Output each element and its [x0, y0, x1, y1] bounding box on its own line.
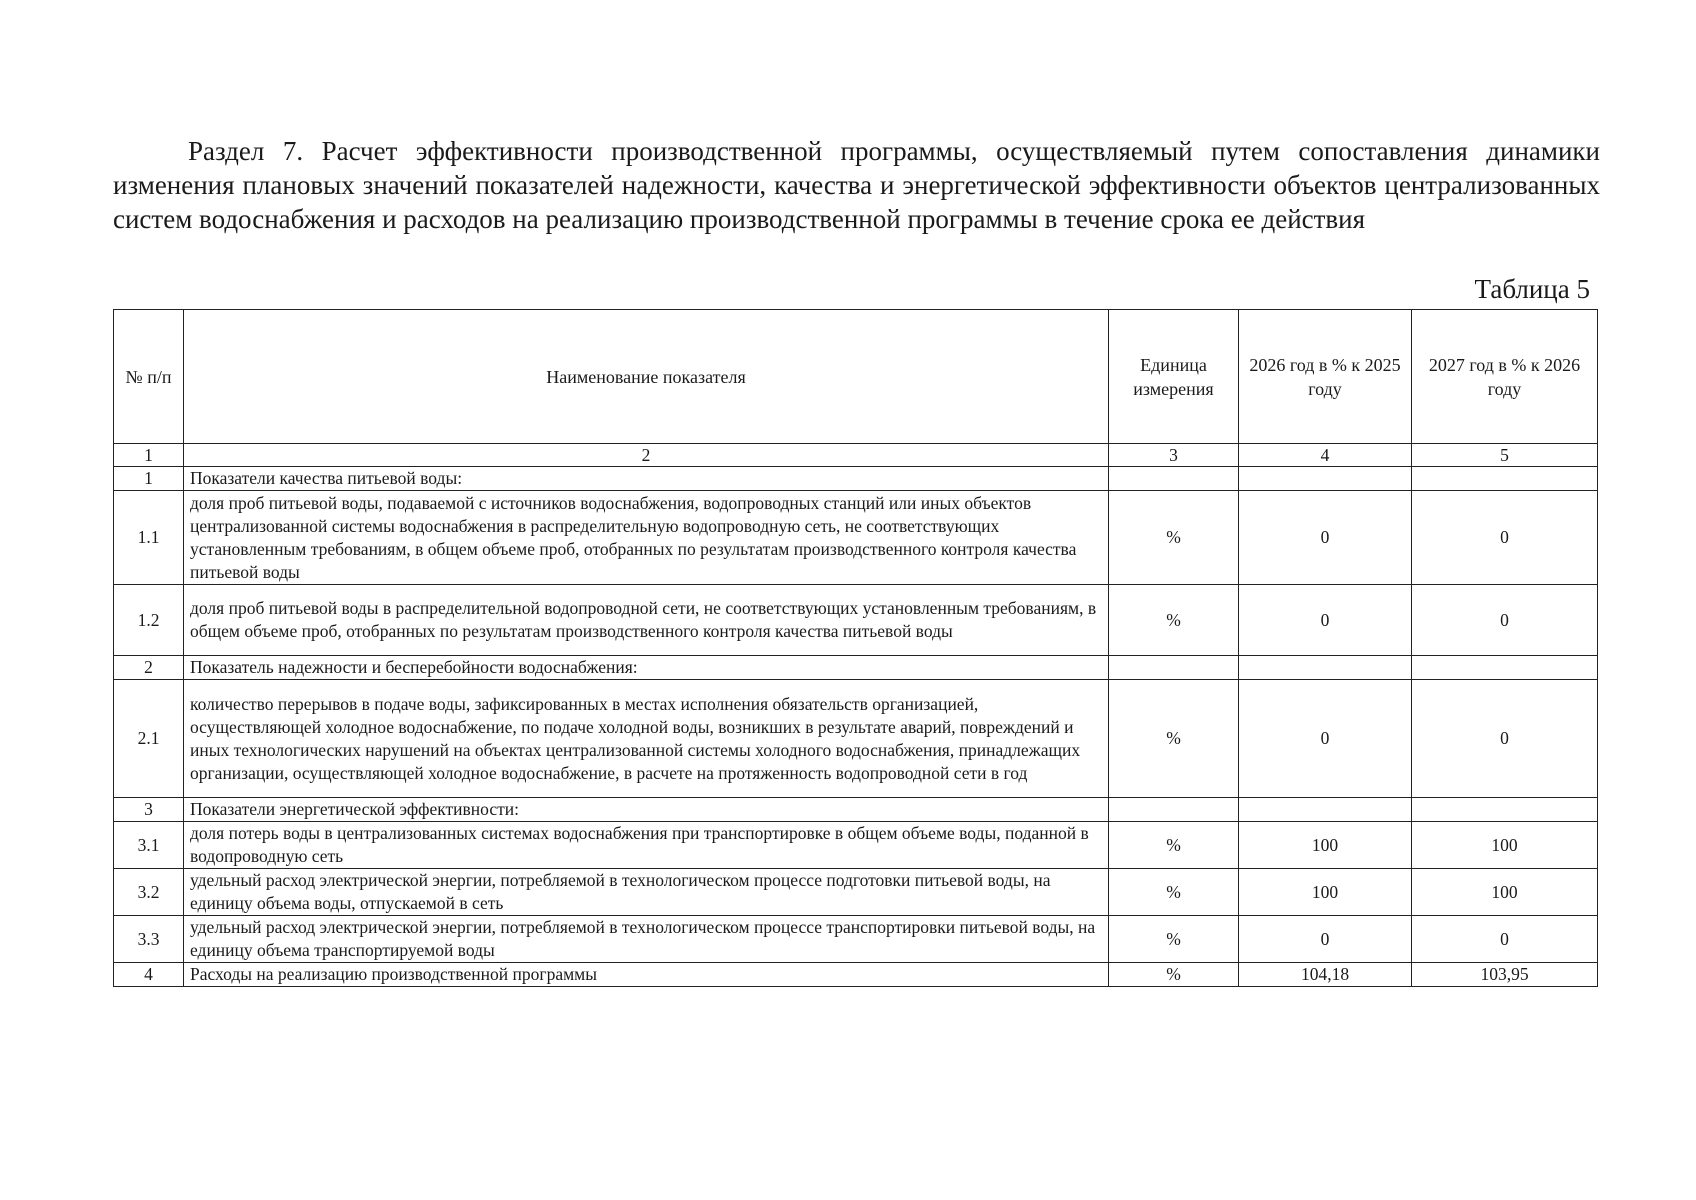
row-value-2026: 0 — [1239, 680, 1412, 798]
table-row — [114, 585, 1598, 656]
table-row — [114, 491, 1598, 585]
row-indicator-name: Расходы на реализацию производственной программы — [184, 963, 1109, 987]
row-value-2027: 0 — [1412, 585, 1598, 656]
row-number: 3.3 — [114, 916, 184, 963]
header-num: № п/п — [114, 310, 184, 444]
row-indicator-name: Показатели качества питьевой воды: — [184, 467, 1109, 491]
row-value-2026: 0 — [1239, 916, 1412, 963]
row-indicator-name: удельный расход электрической энергии, потребляемой в технологическом процессе подготовки питьевой воды, на единицу объема воды, отпускаемой в сеть — [184, 869, 1109, 916]
header-2027: 2027 год в % к 2026 году — [1412, 310, 1598, 444]
row-number: 1 — [114, 467, 184, 491]
section-heading: Раздел 7. Расчет эффективности производственной программы, осуществляемый путем сопоставления динамики изменения плановых значений показателей надежности, качества и энергетической эффективности объектов централизованных систем водоснабжения и расходов на реализацию производственной программы в течение срока ее действия — [113, 136, 1600, 234]
row-unit: % — [1109, 680, 1239, 798]
table-row — [114, 822, 1598, 869]
header-row — [114, 310, 1598, 444]
row-indicator-name: доля проб питьевой воды, подаваемой с источников водоснабжения, водопроводных станций или иных объектов централизованной системы водоснабжения в распределительную водопроводную сеть, не соответствующих установленным требованиям, в общем объеме проб, отобранных по результатам производственного контроля качества питьевой воды — [184, 491, 1109, 585]
row-unit: % — [1109, 585, 1239, 656]
row-value-2027: 100 — [1412, 869, 1598, 916]
table-row — [114, 963, 1598, 987]
row-value-2026: 104,18 — [1239, 963, 1412, 987]
table-row — [114, 916, 1598, 963]
table-row — [114, 680, 1598, 798]
row-indicator-name: доля потерь воды в централизованных системах водоснабжения при транспортировке в общем объеме воды, поданной в водопроводную сеть — [184, 822, 1109, 869]
row-indicator-name: удельный расход электрической энергии, потребляемой в технологическом процессе транспортировки питьевой воды, на единицу объема транспортируемой воды — [184, 916, 1109, 963]
row-number: 3 — [114, 798, 184, 822]
row-value-2026: 0 — [1239, 585, 1412, 656]
row-unit — [1109, 798, 1239, 822]
table-caption: Таблица 5 — [1474, 274, 1590, 304]
row-indicator-name: доля проб питьевой воды в распределительной водопроводной сети, не соответствующих установленным требованиям, в общем объеме проб, отобранных по результатам производственного контроля качества питьевой воды — [184, 585, 1109, 656]
row-value-2026 — [1239, 798, 1412, 822]
row-unit: % — [1109, 916, 1239, 963]
row-number: 1.2 — [114, 585, 184, 656]
row-number: 4 — [114, 963, 184, 987]
row-unit — [1109, 467, 1239, 491]
row-value-2027 — [1412, 467, 1598, 491]
row-value-2026 — [1239, 467, 1412, 491]
table-row-section — [114, 467, 1598, 491]
column-number: 4 — [1239, 444, 1412, 467]
row-value-2027: 103,95 — [1412, 963, 1598, 987]
row-value-2026 — [1239, 656, 1412, 680]
column-number: 2 — [184, 444, 1109, 467]
row-indicator-name: Показатели энергетической эффективности: — [184, 798, 1109, 822]
column-number: 1 — [114, 444, 184, 467]
row-number: 2.1 — [114, 680, 184, 798]
row-unit: % — [1109, 963, 1239, 987]
row-value-2027: 0 — [1412, 916, 1598, 963]
row-indicator-name: Показатель надежности и бесперебойности водоснабжения: — [184, 656, 1109, 680]
table-row-section — [114, 656, 1598, 680]
table-row — [114, 869, 1598, 916]
row-indicator-name: количество перерывов в подаче воды, зафиксированных в местах исполнения обязательств организацией, осуществляющей холодное водоснабжение, по подаче холодной воды, возникших в результате аварий, повреждений и иных технологических нарушений на объектах централизованной системы холодного водоснабжения, принадлежащих организации, осуществляющей холодное водоснабжение, в расчете на протяженность водопроводной сети в год — [184, 680, 1109, 798]
row-value-2027 — [1412, 798, 1598, 822]
row-number: 1.1 — [114, 491, 184, 585]
column-number: 5 — [1412, 444, 1598, 467]
header-2026: 2026 год в % к 2025 году — [1239, 310, 1412, 444]
table-row-section — [114, 798, 1598, 822]
row-number: 3.2 — [114, 869, 184, 916]
header-unit: Единица измерения — [1109, 310, 1239, 444]
row-value-2027 — [1412, 656, 1598, 680]
header-name: Наименование показателя — [184, 310, 1109, 444]
row-value-2026: 100 — [1239, 869, 1412, 916]
row-value-2027: 100 — [1412, 822, 1598, 869]
row-unit — [1109, 656, 1239, 680]
row-unit: % — [1109, 822, 1239, 869]
row-value-2027: 0 — [1412, 491, 1598, 585]
row-number: 3.1 — [114, 822, 184, 869]
row-value-2027: 0 — [1412, 680, 1598, 798]
row-unit: % — [1109, 491, 1239, 585]
row-value-2026: 0 — [1239, 491, 1412, 585]
row-value-2026: 100 — [1239, 822, 1412, 869]
row-unit: % — [1109, 869, 1239, 916]
column-number: 3 — [1109, 444, 1239, 467]
row-number: 2 — [114, 656, 184, 680]
column-numbers-row — [114, 444, 1598, 467]
indicators-table — [113, 309, 1598, 987]
